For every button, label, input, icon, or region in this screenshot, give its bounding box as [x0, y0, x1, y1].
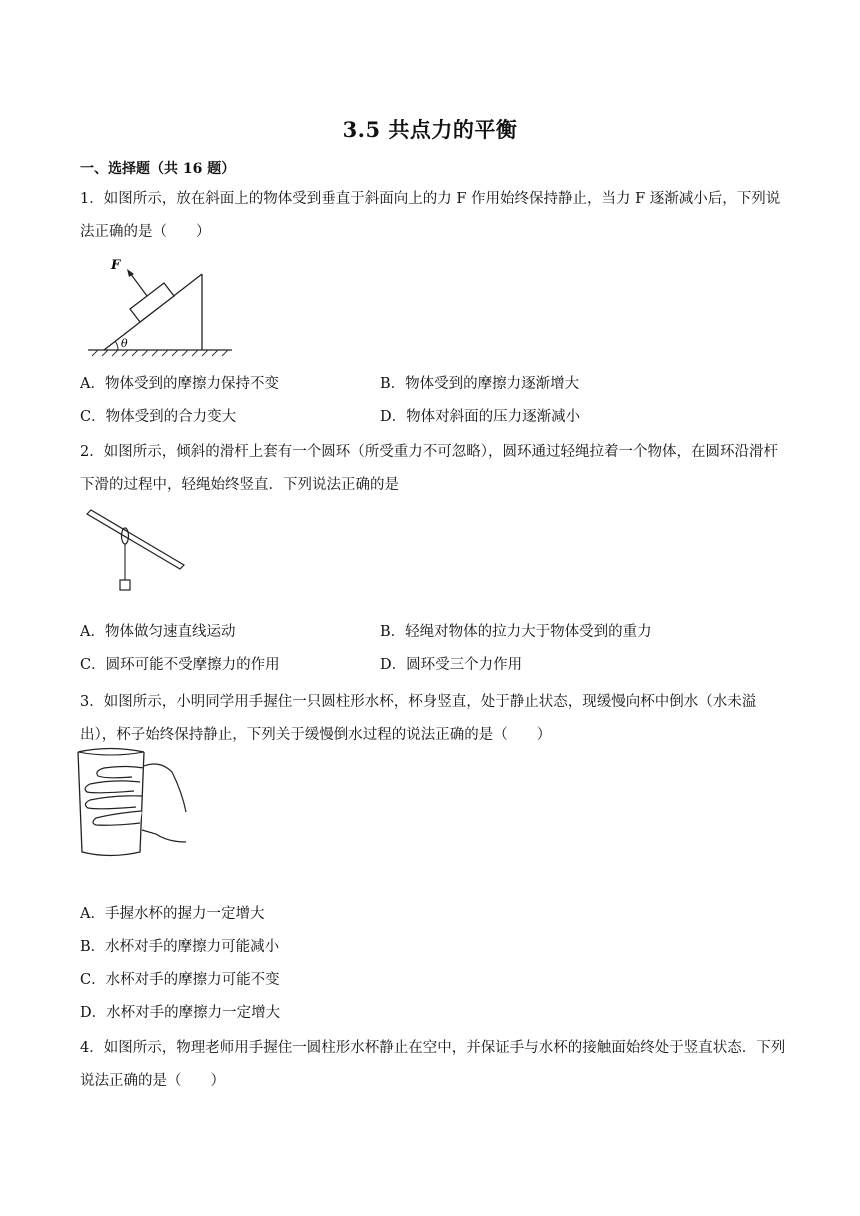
- q3-option-a: A．手握水杯的握力一定增大: [80, 906, 265, 922]
- q2-option-d: D．圆环受三个力作用: [380, 657, 523, 673]
- incline-figure: [84, 252, 236, 358]
- q1-option-c: C．物体受到的合力变大: [80, 409, 237, 425]
- q3-option-b: B．水杯对手的摩擦力可能减小: [80, 939, 280, 955]
- q2-option-c: C．圆环可能不受摩擦力的作用: [80, 657, 280, 673]
- force-label: F: [111, 258, 121, 273]
- page-title: 3.5 共点力的平衡: [342, 117, 518, 142]
- q3-option-c: C．水杯对手的摩擦力可能不变: [80, 972, 280, 988]
- q1-option-a: A．物体受到的摩擦力保持不变: [80, 376, 279, 392]
- q1-option-d: D．物体对斜面的压力逐渐减小: [380, 409, 581, 425]
- cup-hand-figure: [74, 744, 190, 862]
- question-1-stem: 1．如图所示，放在斜面上的物体受到垂直于斜面向上的力 F 作用始终保持静止，当力 F 逐渐减小后，下列说法正确的是（ ）: [80, 191, 781, 240]
- angle-label: θ: [121, 337, 128, 350]
- question-2-stem: 2．如图所示，倾斜的滑杆上套有一个圆环（所受重力不可忽略），圆环通过轻绳拉着一个物体，在圆环沿滑杆下滑的过程中，轻绳始终竖直．下列说法正确的是: [80, 444, 778, 493]
- slide-rod-figure: [84, 508, 186, 598]
- question-3-stem: 3．如图所示，小明同学用手握住一只圆柱形水杯，杯身竖直，处于静止状态，现缓慢向杯中倒水（水未溢出），杯子始终保持静止，下列关于缓慢倒水过程的说法正确的是（ ）: [80, 694, 757, 743]
- q3-option-d: D．水杯对手的摩擦力一定增大: [80, 1005, 281, 1021]
- question-4-stem: 4．如图所示，物理老师用手握住一圆柱形水杯静止在空中，并保证手与水杯的接触面始终处于竖直状态．下列说法正确的是（ ）: [80, 1040, 786, 1089]
- section-heading: 一、选择题（共 16 题）: [80, 161, 236, 177]
- q2-option-a: A．物体做匀速直线运动: [80, 624, 236, 640]
- q2-option-b: B．轻绳对物体的拉力大于物体受到的重力: [380, 624, 652, 640]
- q1-option-b: B．物体受到的摩擦力逐渐增大: [380, 376, 580, 392]
